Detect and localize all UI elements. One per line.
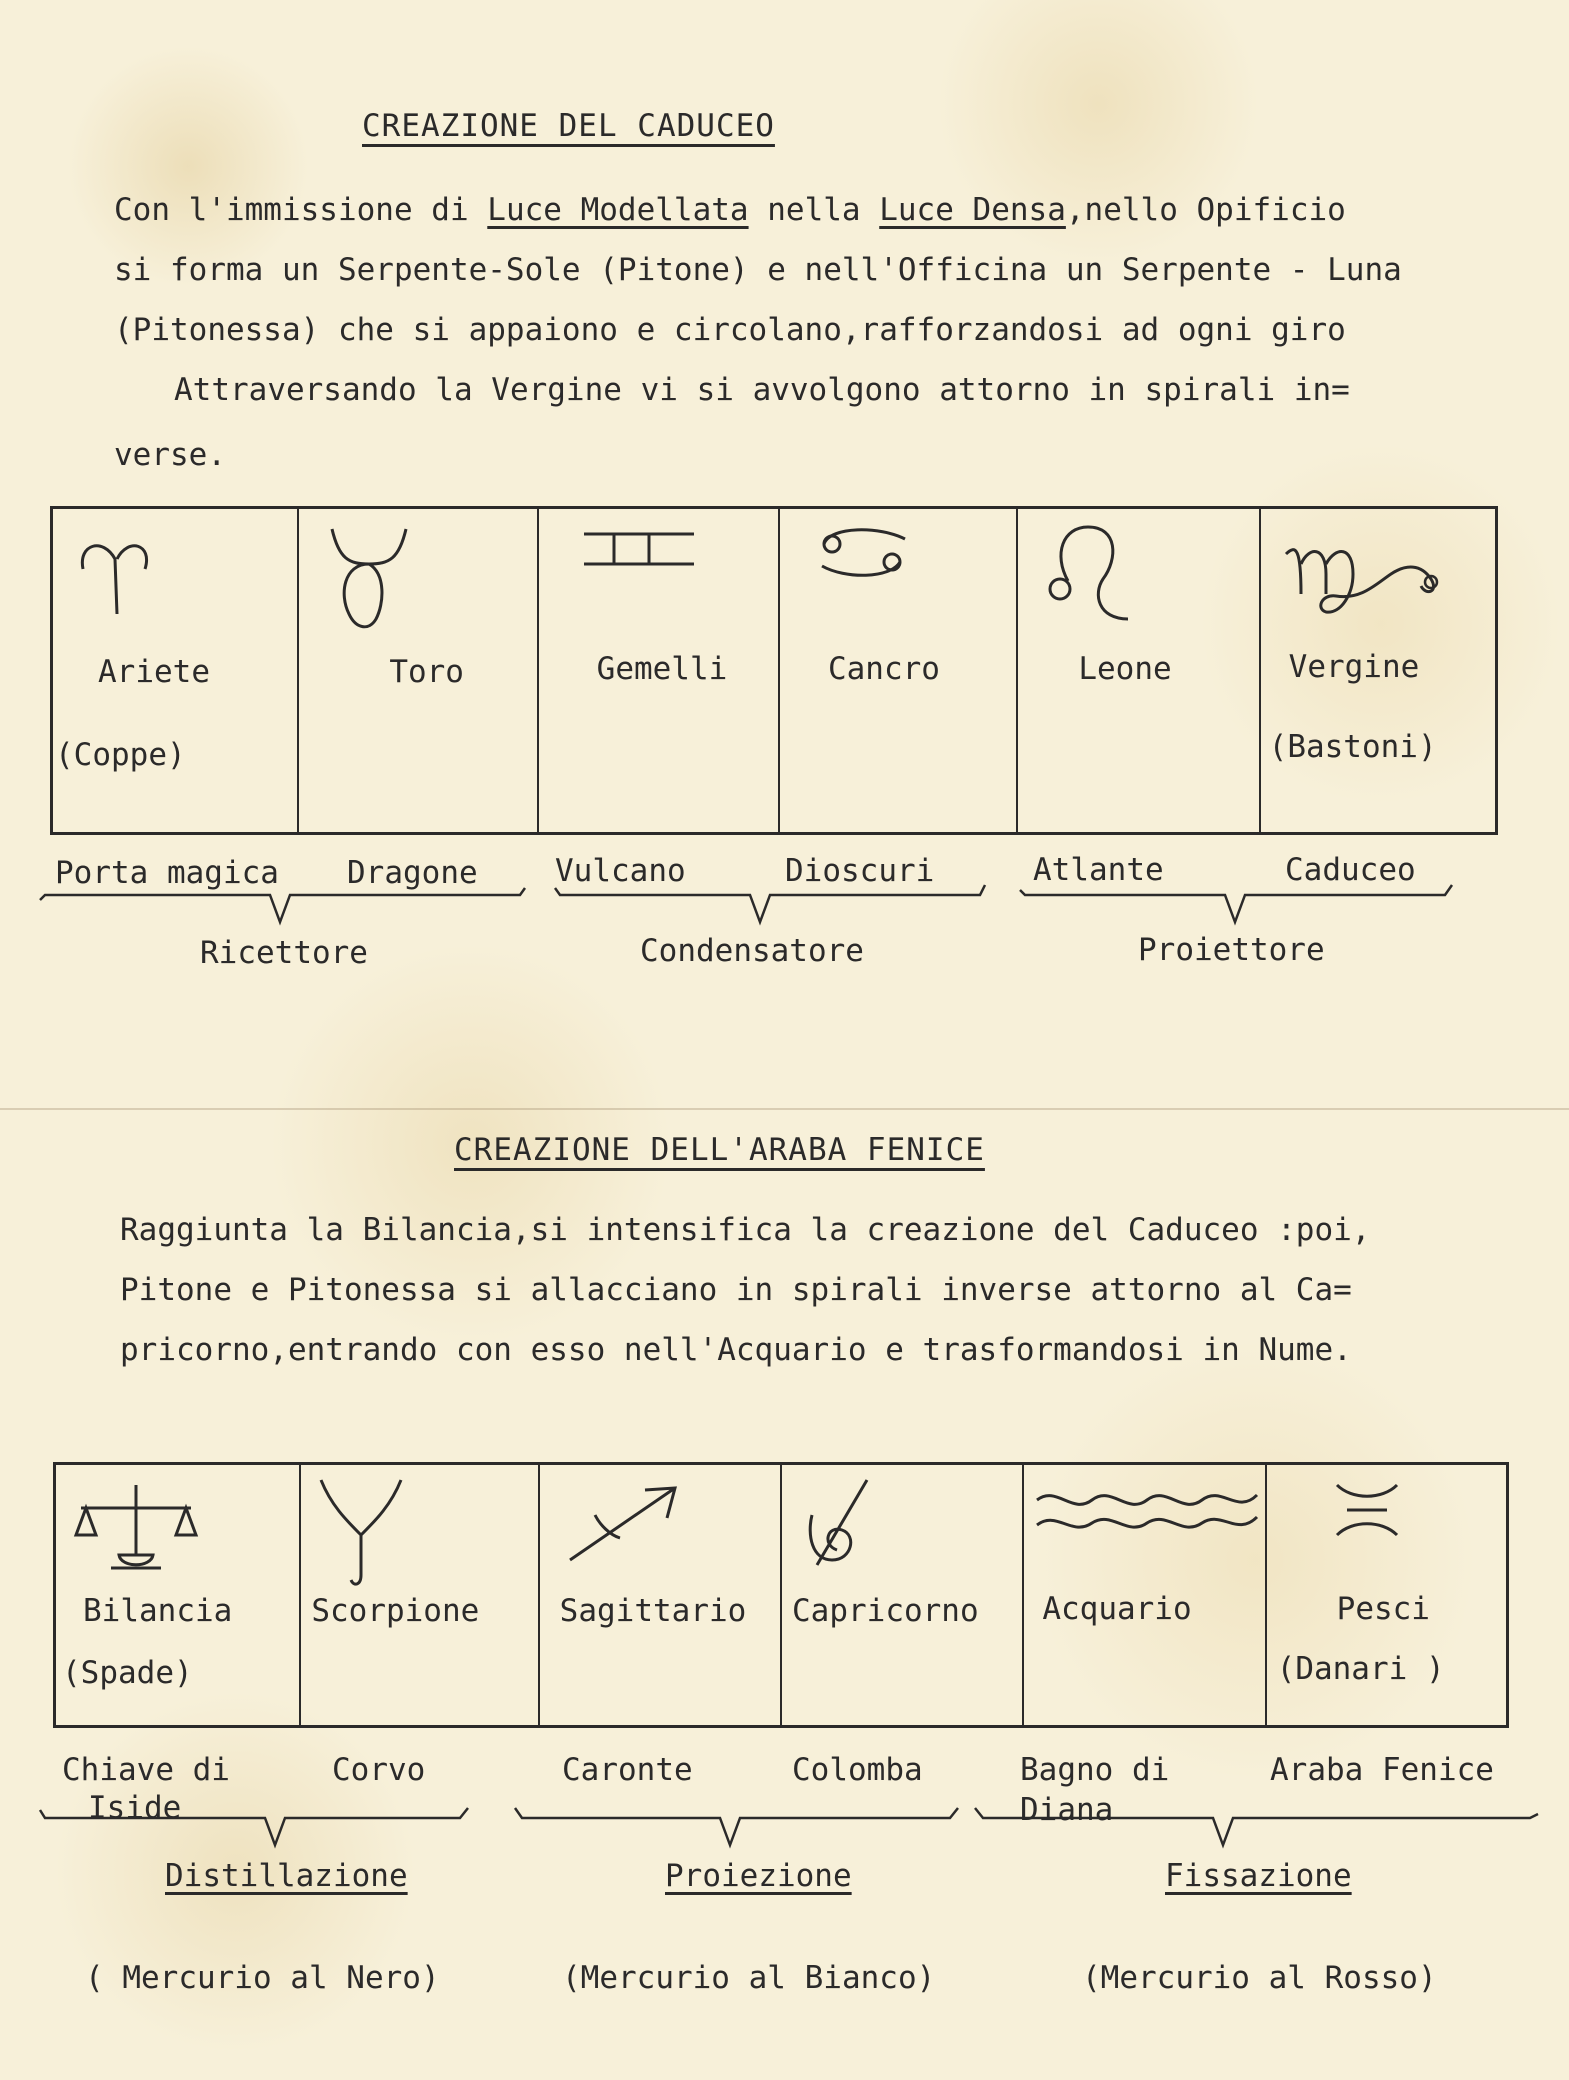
section1-line-3: (Pitonessa) che si appaiono e circolano,rafforzandosi ad ogni giro: [114, 312, 1346, 348]
zodiac-cell-toro: [299, 509, 538, 832]
label-porta-magica: Porta magica: [55, 855, 279, 891]
cell-name: Capricorno: [792, 1593, 979, 1629]
group-condensatore: Condensatore: [640, 933, 864, 969]
label-atlante: Atlante: [1033, 852, 1164, 888]
section2-line-3: pricorno,entrando con esso nell'Acquario e trasformandosi in Nume.: [120, 1332, 1352, 1368]
cell-name: Pesci: [1336, 1591, 1430, 1627]
paper-crease: [0, 1108, 1569, 1110]
zodiac-cell-sagittario: [540, 1465, 782, 1725]
zodiac-cell-scorpione: [301, 1465, 539, 1725]
label-colomba: Colomba: [792, 1752, 923, 1788]
text-run: Con l'immissione di: [114, 192, 488, 228]
taurus-icon: [324, 519, 414, 639]
label-caronte: Caronte: [562, 1752, 693, 1788]
sagittarius-icon: [565, 1480, 685, 1570]
cell-name: Vergine: [1288, 649, 1420, 685]
leo-icon: [1043, 519, 1143, 629]
scorpio-icon: [316, 1475, 406, 1595]
cell-name: Scorpione: [311, 1593, 480, 1629]
cell-name: Gemelli: [596, 651, 728, 687]
label-chiave-di: Chiave di: [62, 1752, 230, 1788]
cell-suit: (Coppe): [55, 737, 186, 773]
note-mercurio-bianco: (Mercurio al Bianco): [562, 1960, 936, 1996]
cell-name: Bilancia: [83, 1593, 233, 1629]
section1-line-5: verse.: [114, 437, 226, 473]
underlined-term: Luce Modellata: [487, 192, 749, 228]
virgo-icon: [1281, 534, 1451, 634]
cell-suit: (Spade): [62, 1655, 193, 1691]
label-iside: Iside: [88, 1790, 182, 1826]
zodiac-grid-2: [53, 1462, 1509, 1728]
label-diana: Diana: [1020, 1792, 1114, 1828]
libra-icon: [71, 1480, 201, 1580]
section1-line-2: si forma un Serpente-Sole (Pitone) e nell'Officina un Serpente - Luna: [114, 252, 1402, 288]
group-distillazione: Distillazione: [165, 1858, 408, 1894]
text-run: nella: [748, 192, 880, 228]
zodiac-cell-vergine: [1261, 509, 1495, 832]
aquarius-icon: [1032, 1475, 1262, 1535]
cell-name: Cancro: [827, 651, 940, 687]
zodiac-cell-acquario: [1024, 1465, 1266, 1725]
label-dioscuri: Dioscuri: [785, 853, 935, 889]
zodiac-cell-pesci: [1267, 1465, 1506, 1725]
section2-title: CREAZIONE DELL'ARABA FENICE: [454, 1132, 985, 1168]
zodiac-grid-1: [50, 506, 1498, 835]
section1-line-1: [114, 180, 1346, 240]
pisces-icon: [1327, 1480, 1407, 1540]
cancer-icon: [810, 524, 920, 584]
cell-name: Acquario: [1042, 1591, 1192, 1627]
label-vulcano: Vulcano: [555, 853, 686, 889]
group-proiettore: Proiettore: [1138, 932, 1325, 968]
zodiac-cell-capricorno: [782, 1465, 1024, 1725]
label-caduceo: Caduceo: [1285, 852, 1416, 888]
zodiac-cell-leone: [1018, 509, 1260, 832]
label-araba-fenice: Araba Fenice: [1270, 1752, 1494, 1788]
aries-icon: [73, 529, 163, 619]
group-ricettore: Ricettore: [200, 935, 368, 971]
note-mercurio-rosso: (Mercurio al Rosso): [1082, 1960, 1437, 1996]
group-proiezione: Proiezione: [665, 1858, 852, 1894]
zodiac-cell-gemelli: [539, 509, 780, 832]
section1-title: CREAZIONE DEL CADUCEO: [362, 108, 775, 144]
gemini-icon: [579, 524, 699, 574]
underlined-term: Luce Densa: [879, 192, 1066, 228]
label-corvo: Corvo: [332, 1752, 426, 1788]
section2-line-1: Raggiunta la Bilancia,si intensifica la creazione del Caduceo :poi,: [120, 1212, 1371, 1248]
section2-line-2: Pitone e Pitonessa si allacciano in spirali inverse attorno al Ca=: [120, 1272, 1352, 1308]
label-bagno-di: Bagno di: [1020, 1752, 1170, 1788]
cell-name: Leone: [1078, 651, 1172, 687]
text-run: ,nello Opificio: [1065, 192, 1346, 228]
zodiac-cell-bilancia: [56, 1465, 301, 1725]
cell-name: Sagittario: [559, 1593, 747, 1629]
zodiac-cell-cancro: [780, 509, 1018, 832]
cell-name: Ariete: [98, 654, 210, 690]
note-mercurio-nero: ( Mercurio al Nero): [85, 1960, 440, 1996]
label-dragone: Dragone: [347, 855, 478, 891]
zodiac-cell-ariete: [53, 509, 299, 832]
section1-line-4: Attraversando la Vergine vi si avvolgono attorno in spirali in=: [174, 372, 1350, 408]
capricorn-icon: [797, 1475, 887, 1585]
group-fissazione: Fissazione: [1165, 1858, 1352, 1894]
cell-suit: (Bastoni): [1268, 729, 1437, 765]
cell-suit: (Danari ): [1276, 1651, 1445, 1687]
cell-name: Toro: [389, 654, 464, 690]
